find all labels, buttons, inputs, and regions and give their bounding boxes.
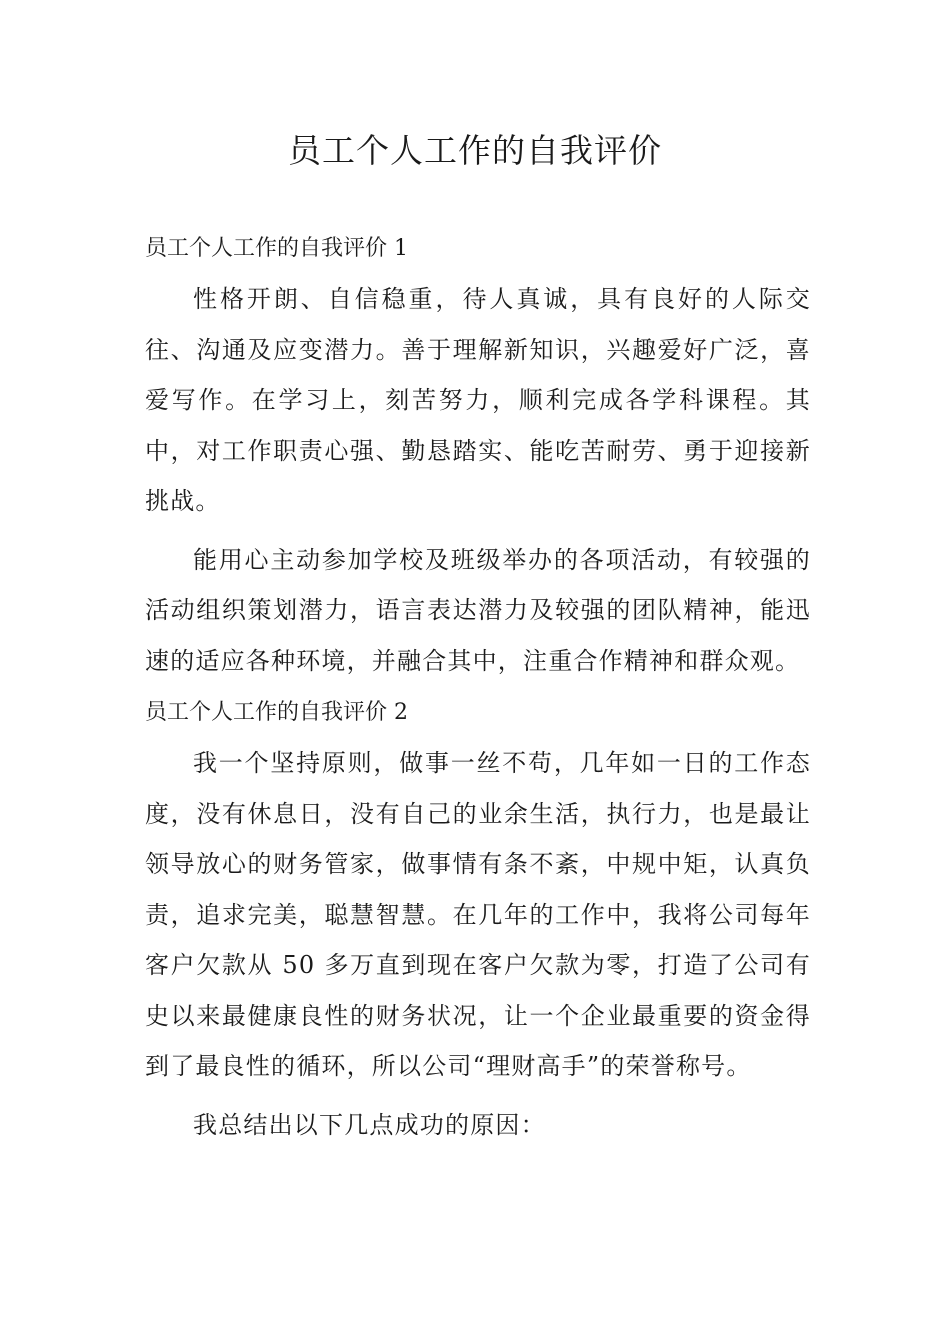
- section-heading: 员工个人工作的自我评价 2: [145, 700, 408, 725]
- paragraph: 性格开朗、自信稳重，待人真诚，具有良好的人际交往、沟通及应变潜力。善于理解新知识，兴趣爱好广泛，喜爱写作。在学习上，刻苦努力，顺利完成各学科课程。其中，对工作职责心强、勤恳踏实、能吃苦耐劳、勇于迎接新挑战。: [145, 285, 811, 515]
- section-2: [145, 688, 811, 1150]
- document-body: [145, 224, 811, 1150]
- paragraph: 我一个坚持原则，做事一丝不苟，几年如一日的工作态度，没有休息日，没有自己的业余生活，执行力，也是最让领导放心的财务管家，做事情有条不紊，中规中矩，认真负责，追求完美，聪慧智慧。在几年的工作中，我将公司每年客户欠款从 50 多万直到现在客户欠款为零，打造了公司有史以来最健康良性的财务状况，让一个企业最重要的资金得到了最良性的循环，所以公司“理财高手”的荣誉称号。: [145, 749, 811, 1080]
- paragraph: 能用心主动参加学校及班级举办的各项活动，有较强的活动组织策划潜力，语言表达潜力及较强的团队精神，能迅速的适应各种环境，并融合其中，注重合作精神和群众观。: [145, 545, 811, 675]
- section-1: [145, 224, 811, 686]
- section-heading: 员工个人工作的自我评价 1: [145, 236, 408, 261]
- document-title: 员工个人工作的自我评价: [288, 131, 662, 170]
- paragraph: 我总结出以下几点成功的原因：: [193, 1110, 546, 1139]
